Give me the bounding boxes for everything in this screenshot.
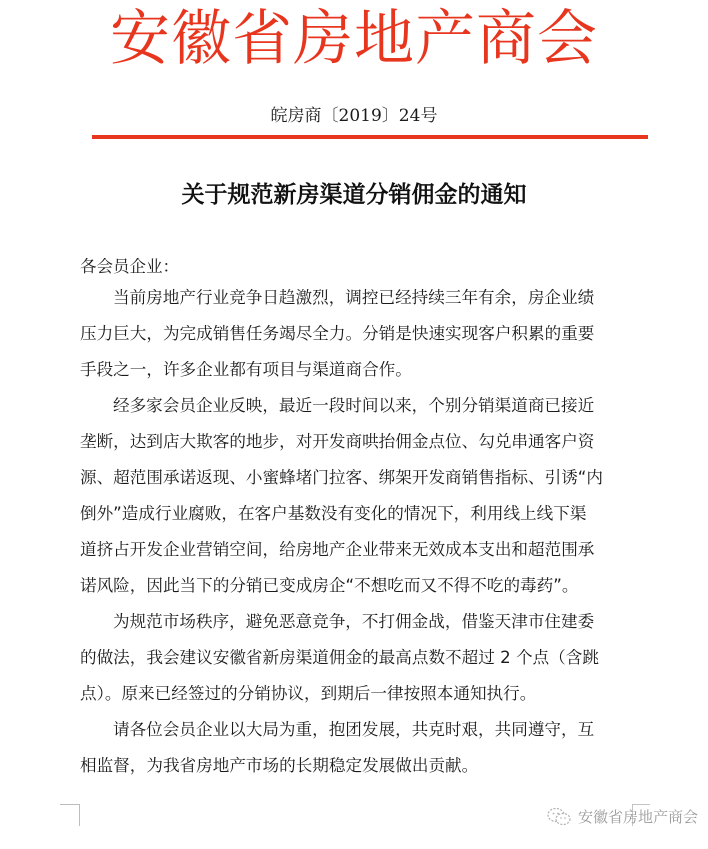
paragraph-2 (80, 392, 638, 608)
paragraph-line: 经多家会员企业反映，最近一段时间以来，个别分销渠道商已接近 (113, 396, 595, 415)
paragraph-line: 的做法，我会建议安徽省新房渠道佣金的最高点数不超过 2 个点（含跳 (80, 648, 599, 667)
paragraph-line: 相监督，为我省房地产市场的长期稳定发展做出贡献。 (80, 756, 479, 775)
page-corner-mark-left (60, 804, 80, 826)
document-title: 关于规范新房渠道分销佣金的通知 (181, 181, 527, 208)
paragraph-line: 道挤占开发企业营销空间，给房地产企业带来无效成本支出和超范围承 (80, 540, 595, 559)
wechat-watermark (546, 806, 698, 828)
watermark-label: 安徽省房地产商会 (577, 808, 698, 826)
salutation: 各会员企业： (80, 257, 179, 276)
paragraph-1 (80, 284, 638, 392)
paragraph-4 (80, 716, 638, 788)
paragraph-line: 点）。原来已经签过的分销协议，到期后一律按照本通知执行。 (80, 684, 537, 703)
paragraph-line: 手段之一，许多企业都有项目与渠道商合作。 (80, 360, 412, 379)
paragraph-line: 诺风险，因此当下的分销已变成房企“不想吃而又不得不吃的毒药”。 (80, 576, 579, 595)
document-body (80, 284, 638, 788)
paragraph-line: 垄断，达到店大欺客的地步，对开发商哄抬佣金点位、勾兑串通客户资 (80, 432, 595, 451)
paragraph-line: 倒外”造成行业腐败，在客户基数没有变化的情况下，利用线上线下渠 (80, 504, 587, 523)
letterhead-divider (92, 135, 648, 139)
wechat-icon (546, 806, 572, 828)
paragraph-line: 压力巨大，为完成销售任务竭尽全力。分销是快速实现客户积累的重要 (80, 324, 595, 343)
paragraph-line: 请各位会员企业以大局为重，抱团发展，共克时艰，共同遵守，互 (113, 720, 595, 739)
paragraph-3 (80, 608, 638, 716)
paragraph-line: 当前房地产行业竞争日趋激烈，调控已经持续三年有余，房企业绩 (113, 288, 595, 307)
organization-letterhead: 安徽省房地产商会 (110, 4, 598, 74)
paragraph-line: 为规范市场秩序，避免恶意竞争，不打佣金战，借鉴天津市住建委 (113, 612, 595, 631)
document-number: 皖房商〔2019〕24号 (270, 106, 438, 126)
paragraph-line: 源、超范围承诺返现、小蜜蜂堵门拉客、绑架开发商销售指标、引诱“内 (80, 468, 604, 487)
